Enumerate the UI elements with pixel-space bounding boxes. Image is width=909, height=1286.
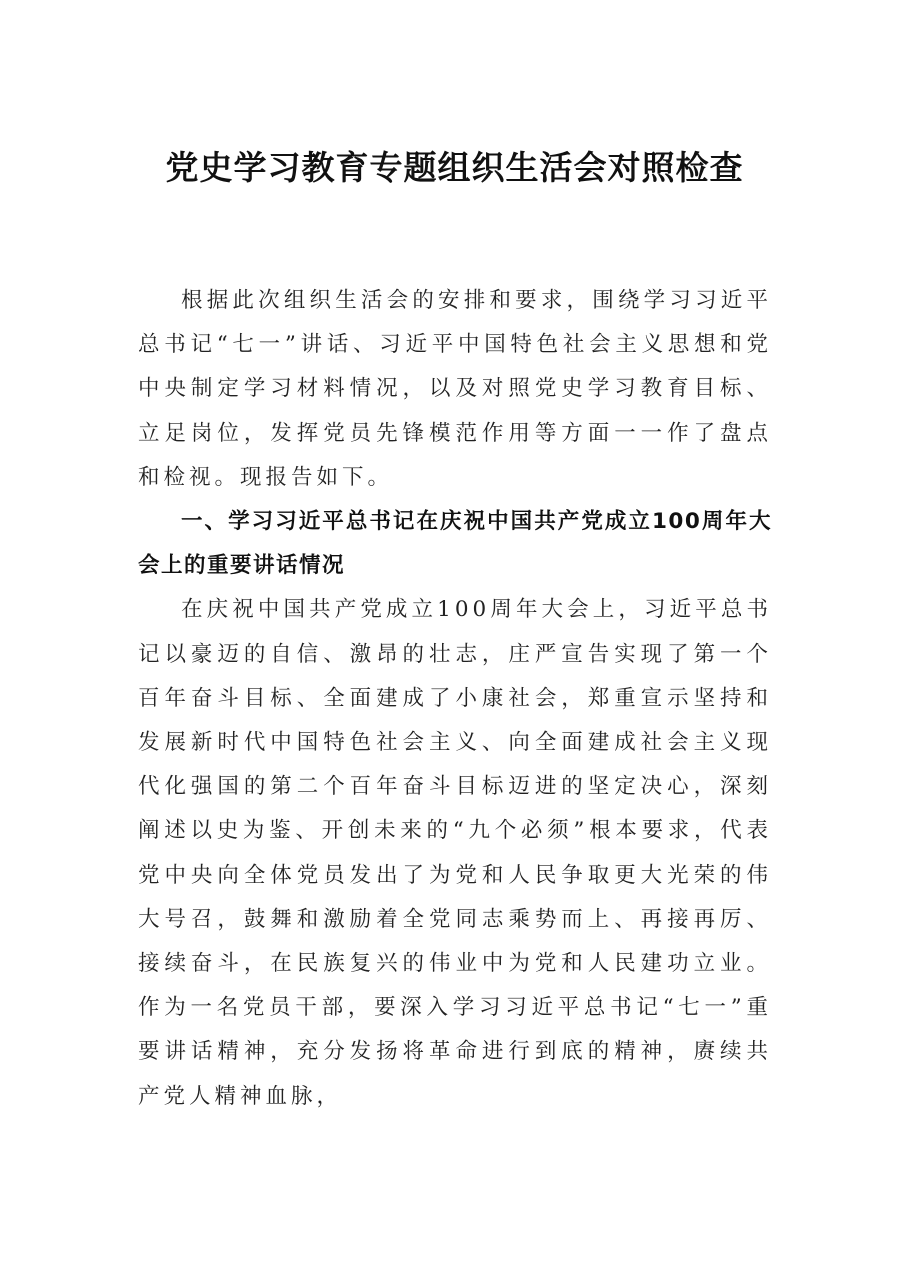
section-heading: 一、学习习近平总书记在庆祝中国共产党成立100周年大会上的重要讲话情况 [138,509,772,579]
intro-paragraph: 根据此次组织生活会的安排和要求，围绕学习习近平总书记“七一”讲话、习近平中国特色社会主义思想和党中央制定学习材料情况，以及对照党史学习教育目标、立足岗位，发挥党员先锋模范作用等方面一一作了盘点和检视。现报告如下。 [138,288,772,490]
document-body [138,279,772,1119]
document-title: 党史学习教育专题组织生活会对照检查 [165,148,744,187]
section-paragraph: 在庆祝中国共产党成立100周年大会上，习近平总书记以豪迈的自信、激昂的壮志，庄严宣告实现了第一个百年奋斗目标、全面建成了小康社会，郑重宣示坚持和发展新时代中国特色社会主义、向全面建成社会主义现代化强国的第二个百年奋斗目标迈进的坚定决心，深刻阐述以史为鉴、开创未来的“九个必须”根本要求，代表党中央向全体党员发出了为党和人民争取更大光荣的伟大号召，鼓舞和激励着全党同志乘势而上、再接再厉、接续奋斗，在民族复兴的伟业中为党和人民建功立业。作为一名党员干部，要深入学习习近平总书记“七一”重要讲话精神，充分发扬将革命进行到底的精神，赓续共产党人精神血脉， [138,597,772,1109]
